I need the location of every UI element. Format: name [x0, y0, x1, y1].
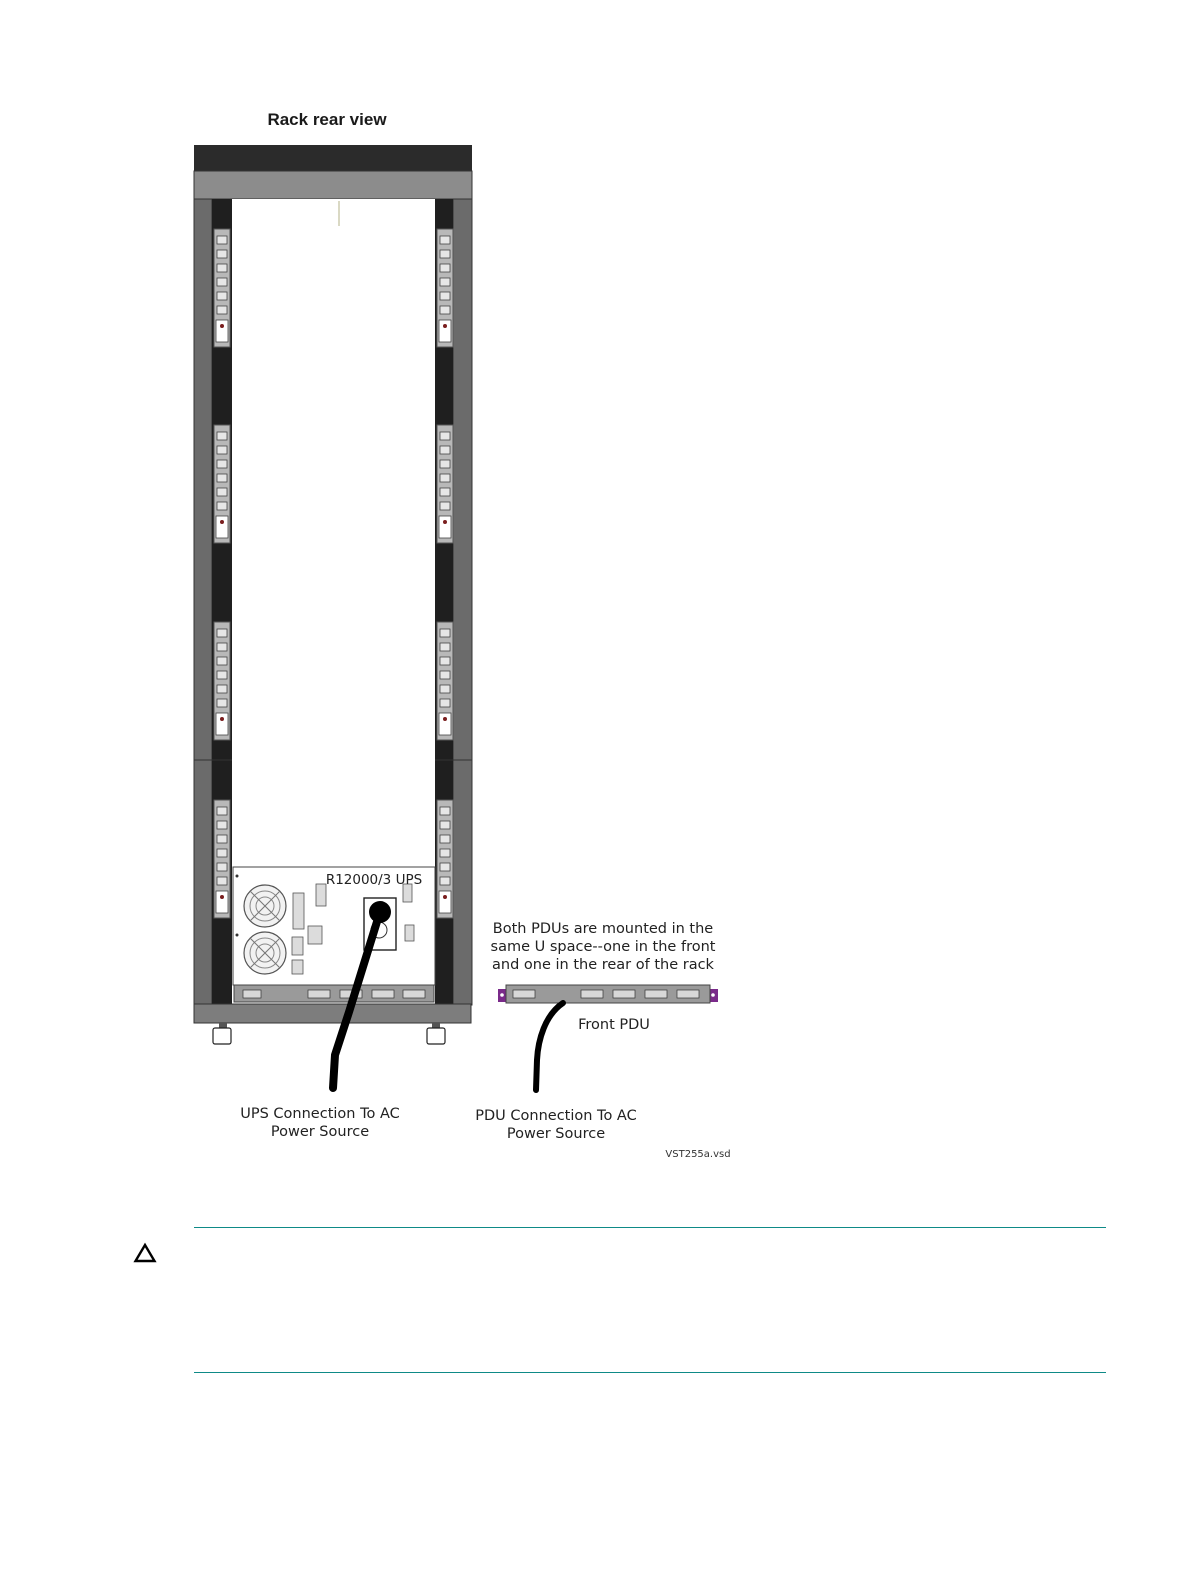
front-pdu-label: Front PDU [578, 1017, 650, 1033]
ups-connection-label-line-2: Power Source [270, 1124, 370, 1140]
pdu-note-line-1: Both PDUs are mounted in the [492, 921, 714, 937]
ups-unit [233, 867, 435, 1002]
pdu-note-line-2: same U space--one in the front [490, 939, 716, 955]
pdu-connection-label-line-2: Power Source [506, 1126, 606, 1142]
ups-fan-bottom [244, 932, 286, 974]
rack-top-cap [194, 145, 472, 171]
caster-left [213, 1023, 231, 1044]
ups-model-label: R12000/3 UPS [325, 872, 423, 888]
pdu-power-cable [536, 1003, 563, 1090]
ups-fan-top [244, 885, 286, 927]
pdu-connection-label-line-1: PDU Connection To AC [475, 1108, 637, 1124]
file-reference: VST255a.vsd [665, 1149, 731, 1160]
caster-right [427, 1023, 445, 1044]
rack-base [194, 1004, 471, 1023]
front-pdu [498, 985, 718, 1003]
caution-triangle-icon [133, 1242, 157, 1264]
caution-top-rule [194, 1227, 1106, 1228]
ups-connection-label-line-1: UPS Connection To AC [240, 1106, 400, 1122]
caution-bottom-rule [194, 1372, 1106, 1373]
pdu-note-line-3: and one in the rear of the rack [492, 957, 714, 973]
diagram-title: Rack rear view [267, 110, 387, 129]
rack-top-panel [194, 171, 472, 199]
